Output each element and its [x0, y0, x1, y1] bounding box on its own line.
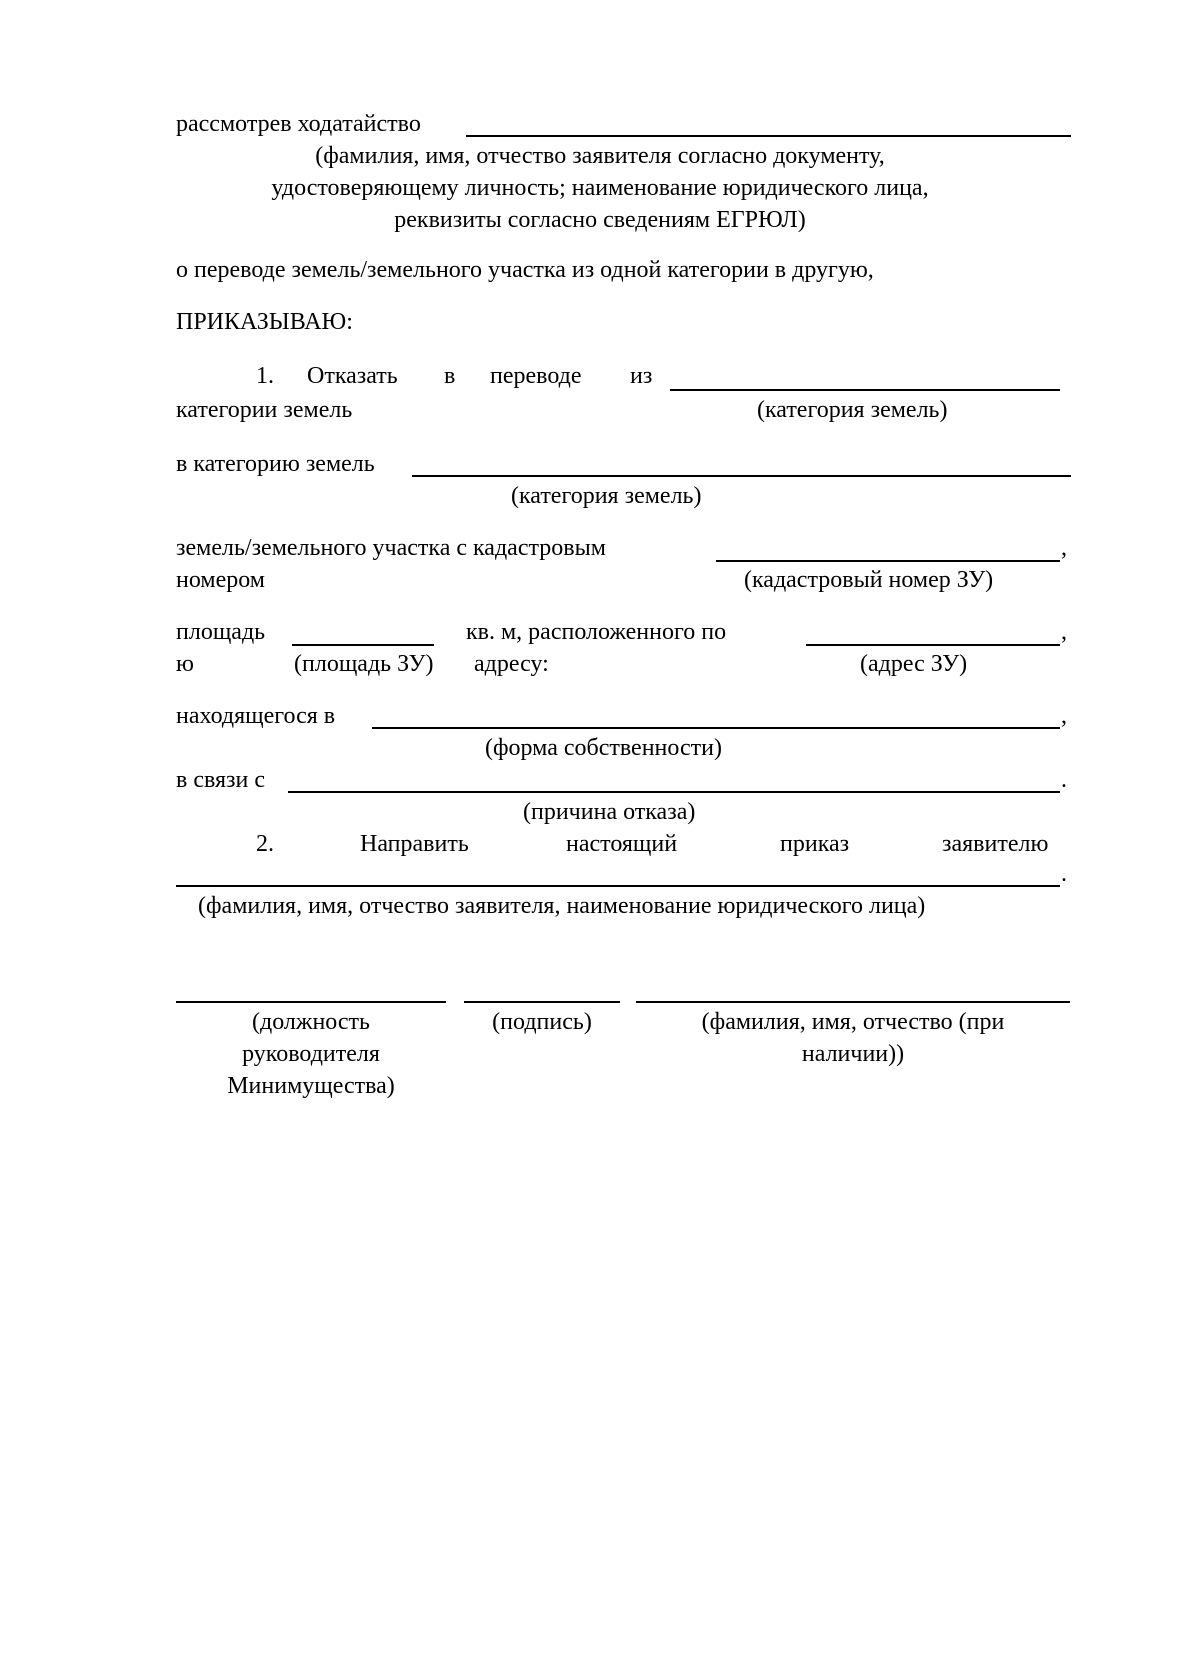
item2-period: .: [1061, 861, 1067, 887]
reason-period: .: [1061, 767, 1067, 793]
due-to-text: в связи с: [176, 767, 266, 793]
about-transfer-text: о переводе земель/земельного участка из одной категории в другую,: [176, 257, 874, 283]
ownership-caption: (форма собственности): [485, 735, 722, 761]
area-word: площадь: [176, 619, 266, 645]
address-word: адресу:: [474, 651, 549, 677]
full-name-field[interactable]: [636, 1001, 1070, 1003]
full-name-caption-line-2: наличии)): [801, 1041, 905, 1067]
applicant-caption-line-3: реквизиты согласно сведениям ЕГРЮЛ): [394, 207, 806, 233]
item2-applicant-caption: (фамилия, имя, отчество заявителя, наименование юридического лица): [198, 893, 926, 919]
signature-field[interactable]: [464, 1001, 620, 1003]
item2-word-order: приказ: [780, 831, 850, 857]
ownership-field[interactable]: [372, 727, 1060, 729]
applicant-caption-line-1: (фамилия, имя, отчество заявителя согласно документу,: [315, 143, 885, 169]
plot-text: земель/земельного участка с кадастровым: [176, 535, 606, 561]
number-word: номером: [176, 567, 265, 593]
full-name-caption-line-1: (фамилия, имя, отчество (при: [701, 1009, 1005, 1035]
position-caption-line-3: Минимущества): [227, 1073, 395, 1099]
to-category-field[interactable]: [412, 475, 1071, 477]
area-field[interactable]: [292, 644, 434, 646]
applicant-name-field[interactable]: [466, 135, 1071, 137]
address-caption: (адрес ЗУ): [860, 651, 968, 677]
address-comma: ,: [1061, 619, 1067, 645]
item1-word-from: из: [630, 363, 653, 389]
category-of-lands-text: категории земель: [176, 397, 353, 423]
from-category-field[interactable]: [670, 389, 1060, 391]
position-caption-line-2: руководителя: [242, 1041, 380, 1067]
item2-number: 2.: [256, 831, 274, 857]
from-category-caption: (категория земель): [757, 397, 948, 423]
position-field[interactable]: [176, 1001, 446, 1003]
item1-number: 1.: [256, 363, 274, 389]
located-in-text: находящегося в: [176, 703, 336, 729]
item2-word-applicant: заявителю: [942, 831, 1049, 857]
address-field[interactable]: [806, 644, 1060, 646]
item1-word-transfer: переводе: [490, 363, 582, 389]
position-caption-line-1: (должность: [252, 1009, 370, 1035]
item2-word-this: настоящий: [566, 831, 678, 857]
item2-applicant-field[interactable]: [176, 885, 1060, 887]
order-word: ПРИКАЗЫВАЮ:: [176, 309, 353, 335]
cadastral-caption: (кадастровый номер ЗУ): [744, 567, 994, 593]
signature-caption: (подпись): [492, 1009, 592, 1035]
considering-label: рассмотрев ходатайство: [176, 111, 421, 137]
area-suffix: ю: [176, 651, 194, 677]
into-category-text: в категорию земель: [176, 451, 375, 477]
item1-word-refuse: Отказать: [307, 363, 398, 389]
applicant-caption-line-2: удостоверяющему личность; наименование юридического лица,: [271, 175, 929, 201]
reason-caption: (причина отказа): [523, 799, 696, 825]
item1-word-in: в: [444, 363, 456, 389]
sqm-text: кв. м, расположенного по: [466, 619, 727, 645]
item2-word-send: Направить: [360, 831, 469, 857]
ownership-comma: ,: [1061, 703, 1067, 729]
cadastral-comma: ,: [1061, 535, 1067, 561]
to-category-caption: (категория земель): [511, 483, 702, 509]
cadastral-number-field[interactable]: [716, 560, 1060, 562]
reason-field[interactable]: [288, 791, 1060, 793]
area-caption: (площадь ЗУ): [294, 651, 434, 677]
